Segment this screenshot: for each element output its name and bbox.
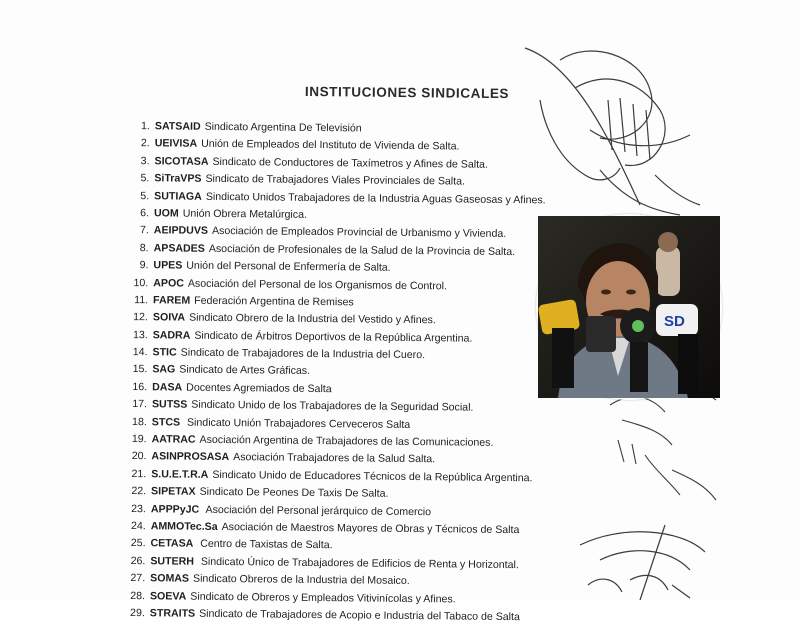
item-acronym: APPPyJC [150, 502, 200, 516]
item-name: Sindicato De Peones De Taxis De Salta. [199, 485, 389, 500]
item-number: 8. [139, 241, 149, 254]
item-name: Sindicato de Árbitros Deportivos de la República Argentina. [194, 329, 473, 345]
item-acronym: AMMOTec.Sa [150, 520, 218, 533]
item-acronym: SICOTASA [154, 155, 209, 168]
speaker-photo [536, 214, 722, 400]
item-name: Sindicato Argentina De Televisión [204, 120, 362, 135]
item-name: Unión Obrera Metalúrgica. [182, 207, 308, 221]
item-name: Asociación de Empleados Provincial de Urbanismo y Vivienda. [211, 225, 507, 241]
item-name: Unión del Personal de Enfermería de Salta. [186, 259, 391, 274]
item-name: Asociación de Profesionales de la Salud de la Provincia de Salta. [208, 242, 516, 258]
item-number: 24. [130, 520, 146, 533]
item-number: 26. [130, 554, 146, 567]
item-number: 9. [139, 259, 149, 272]
item-name: Asociación del Personal jerárquico de Comercio [203, 503, 432, 518]
item-acronym: STIC [152, 346, 177, 359]
item-acronym: SOMAS [150, 572, 190, 585]
item-number: 2. [140, 137, 150, 150]
item-name: Asociación Argentina de Trabajadores de las Comunicaciones. [199, 433, 494, 449]
item-name: Asociación del Personal de los Organismos de Control. [187, 277, 448, 292]
signature-top-right [525, 48, 712, 226]
item-acronym: UPES [153, 259, 183, 272]
item-number: 17. [132, 398, 148, 411]
item-number: 15. [132, 363, 148, 376]
item-number: 13. [132, 328, 148, 341]
item-number: 27. [130, 572, 146, 585]
item-name: Asociación de Maestros Mayores de Obras y Técnicos de Salta [221, 520, 520, 537]
item-acronym: STCS [151, 415, 181, 429]
item-name: Sindicato de Conductores de Taxímetros y Afines de Salta. [212, 155, 488, 171]
item-name: Sindicato Unidos Trabajadores de la Industria Aguas Gaseosas y Afines. [205, 190, 546, 206]
signature-bottom-right [580, 525, 705, 600]
item-number: 20. [131, 450, 147, 463]
item-name: Centro de Taxistas de Salta. [197, 538, 333, 552]
svg-text:SD: SD [664, 313, 685, 330]
item-name: Sindicato de Trabajadores Viales Provinciales de Salta. [205, 172, 466, 188]
list-item [123, 605, 542, 627]
item-acronym: SIPETAX [151, 485, 196, 498]
item-name: Unión de Empleados del Instituto de Vivienda de Salta. [201, 138, 460, 153]
item-number: 7. [139, 224, 149, 237]
item-number: 6. [140, 207, 150, 220]
item-acronym: AATRAC [151, 433, 196, 446]
item-acronym: SUTSS [151, 398, 188, 411]
item-acronym: CETASA [150, 537, 194, 551]
item-name: Sindicato de Trabajadores de la Industria del Cuero. [180, 346, 426, 362]
item-acronym: AEIPDUVS [153, 224, 209, 238]
item-number: 21. [131, 467, 147, 481]
item-acronym: SAG [152, 363, 176, 376]
item-number: 25. [130, 537, 146, 550]
item-name: Federación Argentina de Remises [194, 294, 354, 309]
document-title: INSTITUCIONES SINDICALES [304, 84, 510, 102]
item-name: Sindicato Unido de Educadores Técnicos de la República Argentina. [212, 468, 533, 485]
item-name: Sindicato de Obreros y Empleados Vitivinícolas y Afines. [190, 590, 456, 606]
item-acronym: FAREM [153, 294, 191, 307]
item-number: 16. [132, 380, 148, 394]
union-list [123, 118, 547, 627]
item-name: Sindicato de Trabajadores de Acopio e Industria del Tabaco de Salta [199, 607, 520, 624]
item-acronym: SADRA [152, 328, 191, 342]
item-name: Sindicato Unido de los Trabajadores de la Seguridad Social. [191, 398, 474, 414]
item-number: 22. [131, 485, 147, 498]
item-acronym: S.U.E.T.R.A [151, 468, 209, 481]
item-number: 10. [133, 276, 149, 289]
item-acronym: UOM [153, 207, 179, 220]
item-acronym: SOEVA [149, 589, 187, 603]
item-name: Asociación Trabajadores de la Salud Salta. [233, 451, 436, 466]
item-acronym: SOIVA [152, 311, 186, 324]
item-number: 29. [130, 606, 145, 620]
item-number: 12. [133, 311, 148, 324]
item-name: Sindicato Único de Trabajadores de Edificios de Renta y Horizontal. [197, 555, 519, 571]
item-number: 1. [141, 120, 150, 133]
item-acronym: ASINPROSASA [151, 450, 230, 464]
item-acronym: SATSAID [154, 120, 201, 133]
item-number: 23. [131, 502, 146, 515]
item-number: 14. [132, 346, 148, 359]
item-number: 5. [140, 172, 150, 185]
item-acronym: SUTERH [150, 555, 194, 568]
item-number: 18. [132, 415, 147, 428]
item-acronym: DASA [152, 381, 183, 394]
item-name: Docentes Agremiados de Salta [186, 381, 332, 396]
item-number: 19. [131, 433, 147, 446]
item-acronym: APSADES [153, 242, 205, 255]
item-acronym: SiTraVPS [154, 172, 202, 185]
item-name: Sindicato de Artes Gráficas. [179, 364, 311, 378]
item-number: 11. [134, 293, 149, 307]
item-acronym: SUTIAGA [154, 189, 202, 203]
item-number: 3. [140, 154, 150, 168]
item-acronym: UEIVISA [154, 137, 198, 151]
item-name: Sindicato Unión Trabajadores Cerveceros Salta [184, 416, 411, 431]
item-acronym: STRAITS [149, 607, 196, 620]
item-name: Sindicato Obreros de la Industria del Mosaico. [192, 572, 410, 588]
item-number: 28. [130, 589, 146, 602]
item-acronym: APOC [153, 276, 184, 290]
item-name: Sindicato Obrero de la Industria del Vestido y Afines. [189, 311, 436, 327]
item-number: 5. [140, 189, 150, 202]
